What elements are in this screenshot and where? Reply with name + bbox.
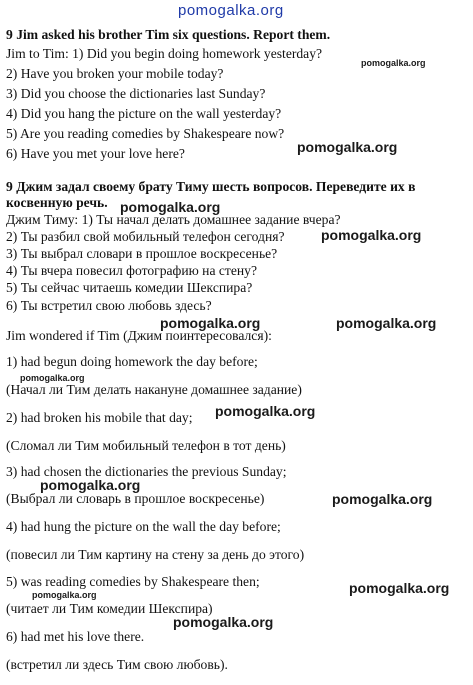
watermark: pomogalka.org [321,227,422,243]
task-ru-title: 9 Джим задал своему брату Тиму шесть вопросов. Переведите их в [6,179,416,194]
task-ru-line: 4) Ты вчера повесил фотографию на стену? [6,263,257,278]
answer-intro: Jim wondered if Tim (Джим поинтересовался): [6,328,272,343]
answer-en: 1) had begun doing homework the day before; [6,354,258,369]
task-en-line: 2) Have you broken your mobile today? [6,66,224,81]
task-ru-line: Джим Тиму: 1) Ты начал делать домашнее задание вчера? [6,212,341,227]
task-ru-title: косвенную речь. [6,195,108,210]
task-ru-line: 3) Ты выбрал словари в прошлое воскресенье? [6,246,278,261]
watermark: pomogalka.org [336,315,437,331]
task-ru-line: 2) Ты разбил свой мобильный телефон сегодня? [6,229,285,244]
answer-ru: (повесил ли Тим картину на стену за день до этого) [6,547,305,562]
task-en-title: 9 Jim asked his brother Tim six questions. Report them. [6,27,331,42]
watermark: pomogalka.org [120,199,221,215]
answer-ru: (читает ли Тим комедии Шекспира) [6,601,213,616]
answer-ru: (встретил ли здесь Тим свою любовь). [6,657,228,672]
watermark: pomogalka.org [20,373,85,383]
answer-en: 3) had chosen the dictionaries the previous Sunday; [6,464,287,479]
watermark: pomogalka.org [332,491,433,507]
answer-en: 4) had hung the picture on the wall the day before; [6,519,281,534]
watermark: pomogalka.org [160,315,261,331]
watermark: pomogalka.org [361,58,426,68]
watermark: pomogalka.org [349,580,450,596]
watermark: pomogalka.org [215,403,316,419]
answer-ru: (Выбрал ли словарь в прошлое воскресенье) [6,491,265,506]
answer-en: 2) had broken his mobile that day; [6,410,193,425]
task-ru-line: 5) Ты сейчас читаешь комедии Шекспира? [6,280,253,295]
answer-en: 5) was reading comedies by Shakespeare then; [6,574,260,589]
task-en-line: 3) Did you choose the dictionaries last Sunday? [6,86,266,101]
watermark: pomogalka.org [173,614,274,630]
task-en-line: Jim to Tim: 1) Did you begin doing homework yesterday? [6,46,323,61]
answer-ru: (Начал ли Тим делать накануне домашнее задание) [6,382,302,397]
watermark: pomogalka.org [297,139,398,155]
task-en-line: 4) Did you hang the picture on the wall yesterday? [6,106,282,121]
answer-ru: (Сломал ли Тим мобильный телефон в тот день) [6,438,286,453]
task-ru-line: 6) Ты встретил свою любовь здесь? [6,298,212,313]
watermark-logo: pomogalka.org [178,2,284,19]
watermark: pomogalka.org [40,477,141,493]
task-en-line: 6) Have you met your love here? [6,146,185,161]
watermark: pomogalka.org [32,590,97,600]
answer-en: 6) had met his love there. [6,629,145,644]
task-en-line: 5) Are you reading comedies by Shakespeare now? [6,126,285,141]
